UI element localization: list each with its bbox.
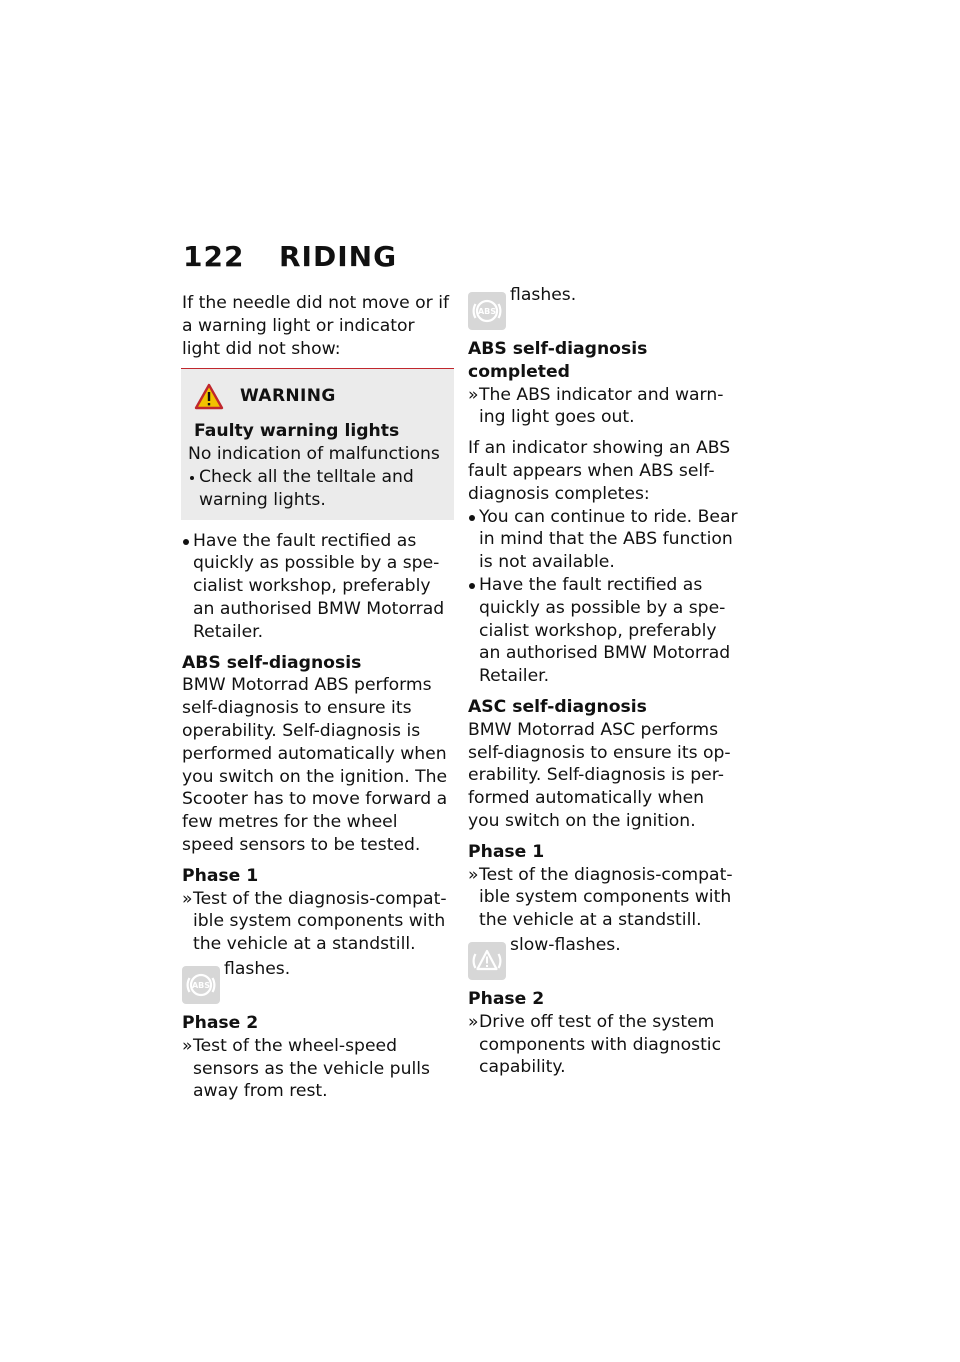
phase1-icon-label: flashes. xyxy=(224,958,291,979)
intro-text: If the needle did not move or if a warning light or indicator light did not show: xyxy=(182,293,450,359)
warning-triangle-icon xyxy=(194,383,224,410)
abs-icon-tile xyxy=(468,292,506,330)
abs-completed-marker: » xyxy=(468,384,479,405)
phase1-text: Test of the diagnosis-compat-ible system components with the vehicle at a standstill. xyxy=(479,864,733,931)
abs-self-diagnosis-heading: ABS self-diagnosis xyxy=(182,652,362,673)
phase1-icon-line xyxy=(468,934,738,980)
fault-intro-text: If an indicator showing an ABS fault appears when ABS self-diagnosis completes: xyxy=(468,438,731,504)
abs-icon-text: ABS xyxy=(191,981,211,991)
page-header xyxy=(183,240,397,273)
warning-subtitle: Faulty warning lights xyxy=(194,421,400,442)
phase2-text: Test of the wheel-speed sensors as the vehicle pulls away from rest. xyxy=(193,1035,430,1102)
phase1-heading: Phase 1 xyxy=(182,865,259,886)
phase2-text: Drive off test of the system components with diagnostic capability. xyxy=(479,1011,722,1078)
phase1-marker: » xyxy=(182,888,193,909)
phase1-text: Test of the diagnosis-compat-ible system components with the vehicle at a standstill. xyxy=(193,888,447,955)
phase1-item xyxy=(468,864,738,932)
abs-completed-item xyxy=(468,384,738,430)
phase1-icon-line xyxy=(182,958,454,1004)
continue-bullet: You can continue to ride. Bear in mind that the ABS function is not available. xyxy=(468,506,738,574)
right-column xyxy=(468,285,738,1079)
abs-self-diagnosis-text: BMW Motorrad ABS performs self-diagnosis to ensure its operability. Self-diagnosis is performed automatically when you switch on the ignition. The Scooter has to move forward a few metres for the wheel speed sensors to be tested. xyxy=(182,675,448,855)
fault-bullet: Have the fault rectified as quickly as possible by a spe-cialist workshop, preferably an authorised BMW Motorrad Retailer. xyxy=(468,574,738,688)
phase2-item xyxy=(182,1035,454,1103)
top-icon-label: flashes. xyxy=(510,285,577,305)
abs-completed-heading: ABS self-diagnosis completed xyxy=(468,339,648,382)
fault-bullet: Have the fault rectified as quickly as possible by a spe-cialist workshop, preferably an authorised BMW Motorrad Retailer. xyxy=(182,530,454,644)
section-title: RIDING xyxy=(279,240,398,273)
phase1-marker: » xyxy=(468,864,479,885)
warning-bullet: Check all the telltale and warning lights. xyxy=(188,466,446,512)
asc-icon-tile xyxy=(468,942,506,980)
abs-icon-tile xyxy=(182,966,220,1004)
asc-self-diagnosis-heading: ASC self-diagnosis xyxy=(468,696,647,717)
phase2-marker: » xyxy=(182,1035,193,1056)
warning-line: No indication of malfunctions xyxy=(188,444,440,465)
page-number: 122 xyxy=(183,240,245,273)
warning-box xyxy=(181,368,454,519)
phase2-item xyxy=(468,1011,738,1079)
warning-title: WARNING xyxy=(240,386,336,407)
phase2-marker: » xyxy=(468,1011,479,1032)
abs-icon xyxy=(185,969,217,1001)
abs-icon xyxy=(471,295,503,327)
warning-header xyxy=(194,383,446,410)
abs-completed-text: The ABS indicator and warn-ing light goes out. xyxy=(479,384,724,428)
abs-icon-text: ABS xyxy=(477,307,497,317)
phase1-item xyxy=(182,888,454,956)
asc-warning-icon xyxy=(471,945,503,977)
phase1-heading: Phase 1 xyxy=(468,841,545,862)
top-icon-line xyxy=(468,284,738,330)
asc-self-diagnosis-text: BMW Motorrad ASC performs self-diagnosis to ensure its op-erability. Self-diagnosis is per-formed automatically when you switch on the ignition. xyxy=(468,719,731,831)
phase2-heading: Phase 2 xyxy=(468,988,545,1009)
left-column xyxy=(182,292,454,1103)
phase1-icon-label: slow-flashes. xyxy=(510,934,621,955)
phase2-heading: Phase 2 xyxy=(182,1012,259,1033)
